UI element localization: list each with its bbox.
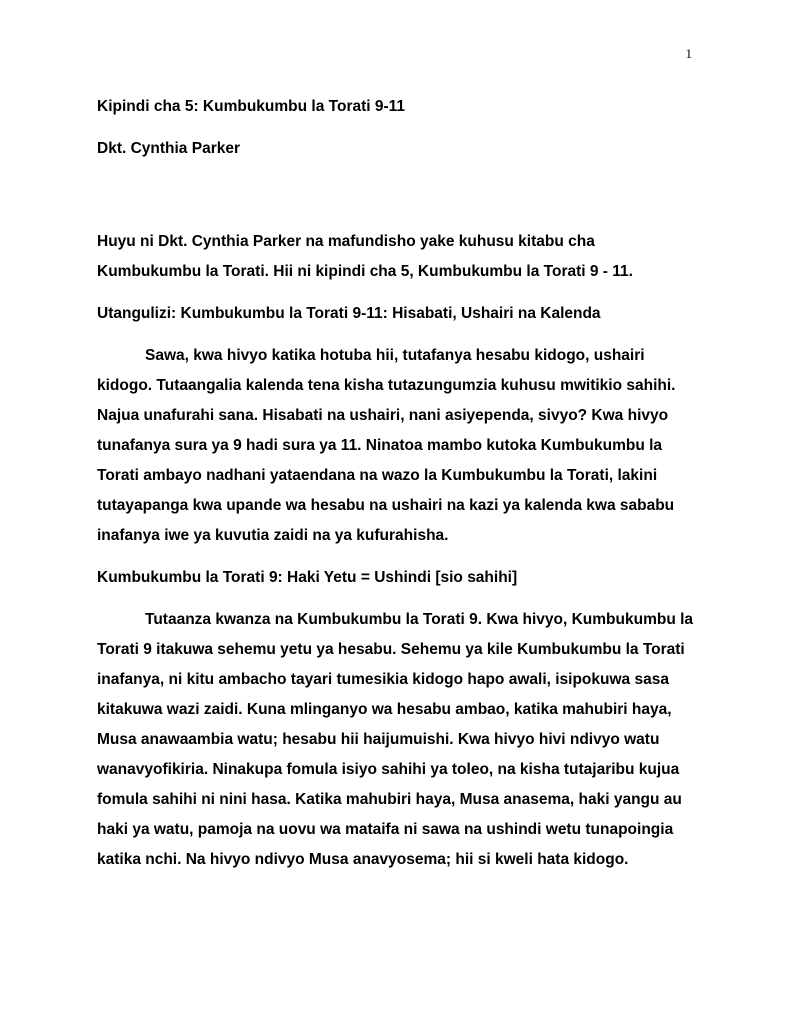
document-author: Dkt. Cynthia Parker: [97, 140, 240, 157]
document-title: Kipindi cha 5: Kumbukumbu la Torati 9-11: [97, 98, 406, 115]
introduction-paragraph: Sawa, kwa hivyo katika hotuba hii, tutafanya hesabu kidogo, ushairi kidogo. Tutaangalia kalenda tena kisha tutazungumzia kuhusu mwitikio sahihi. Najua unafurahi sana. Hisabati na ushairi, nani asiyependa, sivyo? Kwa hivyo tunafanya sura ya 9 hadi sura ya 11. Ninatoa mambo kutoka Kumbukumbu la Torati ambayo nadhani yataendana na wazo la Kumbukumbu la Torati, lakini tutayapanga kwa upande wa hesabu na ushairi na kazi ya kalenda kwa sababu inafanya iwe ya kuvutia zaidi na ya kufurahisha.: [97, 347, 676, 544]
chapter-9-paragraph: Tutaanza kwanza na Kumbukumbu la Torati 9. Kwa hivyo, Kumbukumbu la Torati 9 itakuwa sehemu yetu ya hesabu. Sehemu ya kile Kumbukumbu la Torati inafanya, ni kitu ambacho tayari tumesikia kidogo hapo awali, isipokuwa sasa kitakuwa wazi zaidi. Kuna mlinganyo wa hesabu ambao, katika mahubiri haya, Musa anawaambia watu; hesabu hii haijumuishi. Kwa hivyo hivi ndivyo watu wanavyofikiria. Ninakupa fomula isiyo sahihi ya toleo, na kisha tutajaribu kujua fomula sahihi ni nini hasa. Katika mahubiri haya, Musa anasema, haki yangu au haki ya watu, pamoja na uovu wa mataifa ni sawa na ushindi wetu tunapoingia katika nchi. Na hivyo ndivyo Musa anavyosema; hii si kweli hata kidogo.: [97, 611, 694, 868]
section-heading-introduction: Utangulizi: Kumbukumbu la Torati 9-11: Hisabati, Ushairi na Kalenda: [97, 305, 601, 322]
document-body: [97, 92, 697, 887]
section-heading-chapter-9: Kumbukumbu la Torati 9: Haki Yetu = Ushindi [sio sahihi]: [97, 569, 518, 586]
page-number: 1: [685, 46, 692, 61]
intro-paragraph: Huyu ni Dkt. Cynthia Parker na mafundisho yake kuhusu kitabu cha Kumbukumbu la Torati. Hii ni kipindi cha 5, Kumbukumbu la Torati 9 - 11.: [97, 233, 633, 280]
